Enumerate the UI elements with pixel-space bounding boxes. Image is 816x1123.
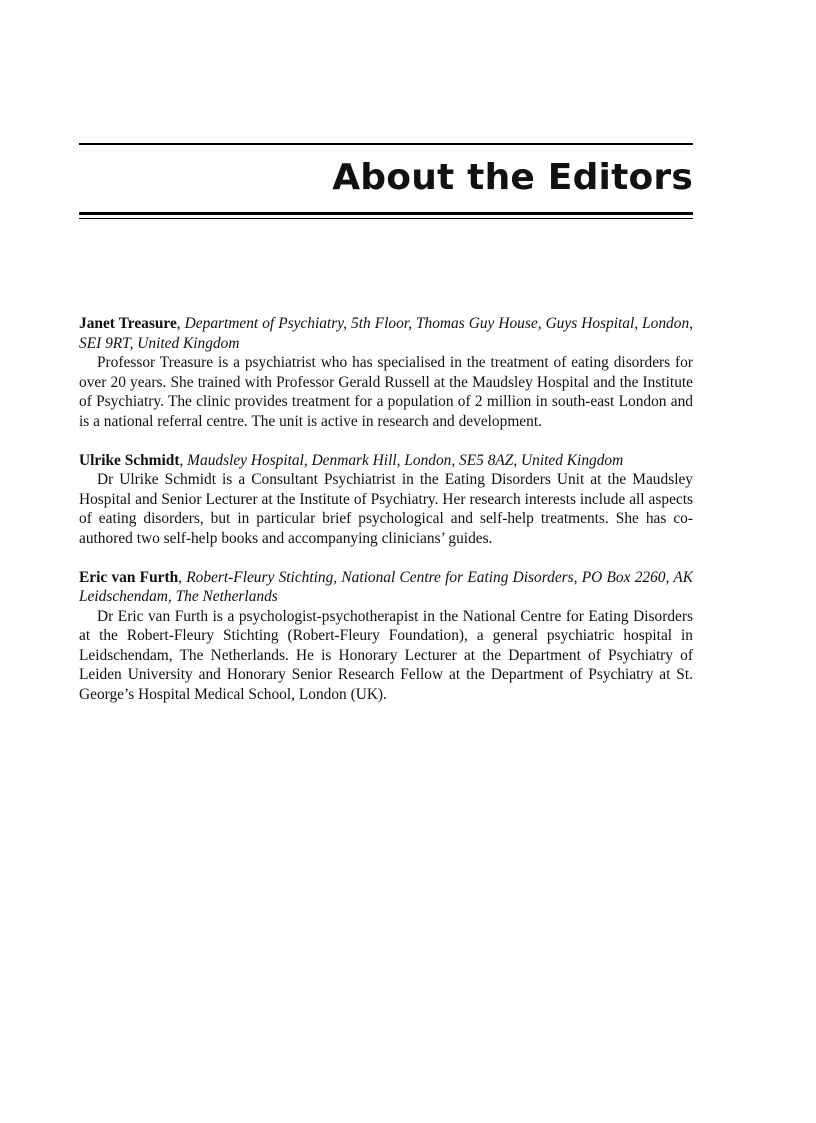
editor-name: Ulrike Schmidt: [79, 451, 180, 469]
editor-name: Janet Treasure: [79, 315, 177, 332]
editor-affiliation: Robert-Fleury Stichting, National Centre for Eating Disorders, PO Box 2260, AK Leidschendam, The Netherlands: [79, 568, 694, 605]
editor-affiliation: Maudsley Hospital, Denmark Hill, London, SE5 8AZ, United Kingdom: [187, 451, 624, 469]
page-title: About the Editors: [332, 157, 693, 198]
editor-name: Eric van Furth: [79, 568, 179, 586]
title-rule-top: [79, 143, 693, 145]
editor-entry: [79, 314, 693, 431]
editor-bio: Dr Eric van Furth is a psychologist-psychotherapist in the National Centre for Eating Disorders at the Robert-Fleury Stichting (Robert-Fleury Foundation), a general psychiatric hospital in Leidschendam, The Netherlands. He is Honorary Lecturer at the Department of Psychiatry of Leiden University and Honorary Senior Research Fellow at the Department of Psychiatry at St. George’s Hospital Medical School, London (UK).: [79, 607, 693, 703]
editor-list: [79, 314, 693, 724]
editor-affiliation: Department of Psychiatry, 5th Floor, Thomas Guy House, Guys Hospital, London, SEI 9RT, United Kingdom: [79, 315, 693, 352]
editor-entry: [79, 568, 693, 705]
editor-heading: Janet Treasure, Department of Psychiatry, 5th Floor, Thomas Guy House, Guys Hospital, London, SEI 9RT, United Kingdom: [79, 315, 693, 352]
editor-entry: [79, 451, 693, 549]
title-rule-bottom: [79, 212, 693, 219]
editor-bio: Dr Ulrike Schmidt is a Consultant Psychiatrist in the Eating Disorders Unit at the Maudsley Hospital and Senior Lecturer at the Institute of Psychiatry. Her research interests include all aspects of eating disorders, but in particular brief psychological and self-help treatments. She has co-authored two self-help books and accompanying clinicians’ guides.: [79, 471, 693, 547]
editor-bio: Professor Treasure is a psychiatrist who has specialised in the treatment of eating disorders for over 20 years. She trained with Professor Gerald Russell at the Maudsley Hospital and the Institute of Psychiatry. The clinic provides treatment for a population of 2 million in south-east London and is a national referral centre. The unit is active in research and development.: [79, 354, 693, 430]
editor-heading: Eric van Furth, Robert-Fleury Stichting, National Centre for Eating Disorders, PO Box 2260, AK Leidschendam, The Netherlands: [79, 568, 694, 605]
editor-heading: Ulrike Schmidt, Maudsley Hospital, Denmark Hill, London, SE5 8AZ, United Kingdom: [79, 451, 624, 469]
